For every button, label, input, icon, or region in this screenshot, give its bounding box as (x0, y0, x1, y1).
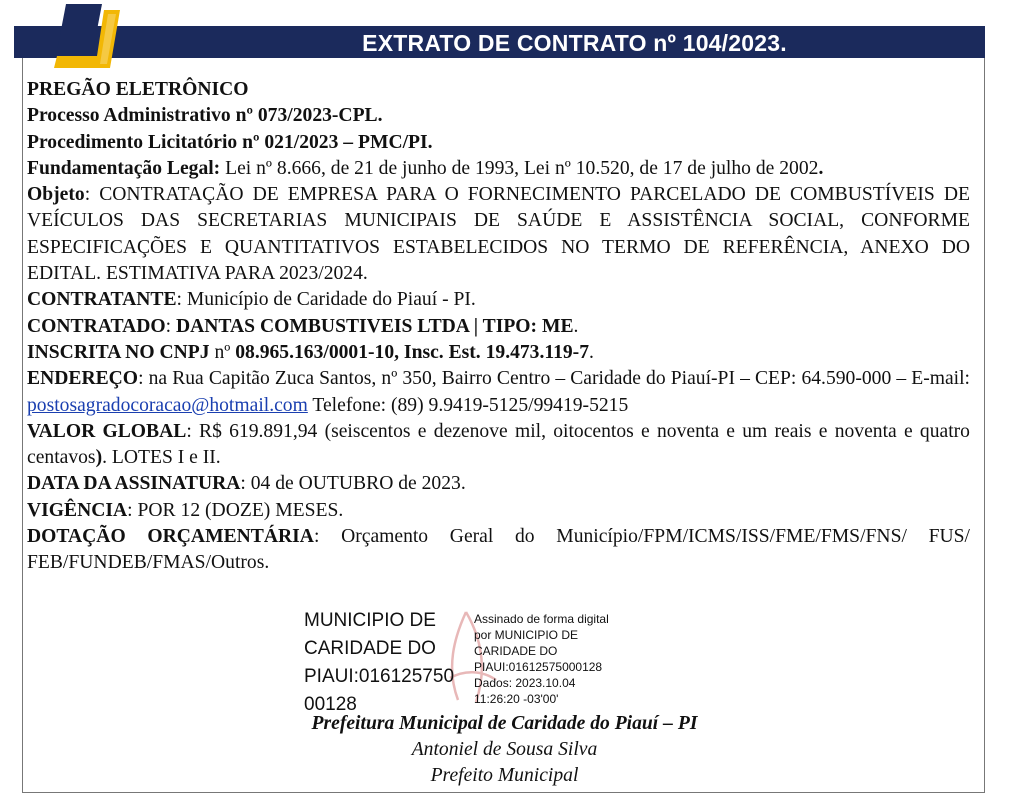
contratado-sep: : (165, 315, 176, 337)
endereco-label: ENDEREÇO (27, 368, 139, 390)
data-assinatura-text: : 04 de OUTUBRO de 2023. (240, 473, 466, 495)
contratado-name: DANTAS COMBUSTIVEIS LTDA | TIPO: ME (175, 315, 574, 337)
signature-name (304, 607, 474, 719)
contratante-label: CONTRATANTE (27, 289, 177, 311)
footer-person: Antoniel de Sousa Silva (411, 739, 598, 760)
signature-name-line: MUNICIPIO DE (304, 610, 436, 631)
header-bar (14, 26, 985, 58)
footer-organization: Prefeitura Municipal de Caridade do Piauí – PI (311, 713, 698, 734)
cnpj-end: . (589, 341, 594, 363)
processo-administrativo: Processo Administrativo nº 073/2023-CPL. (27, 105, 383, 127)
contratado-end: . (573, 315, 579, 337)
signature-name-line: 00128 (304, 694, 357, 715)
vigencia-text: : POR 12 (DOZE) MESES. (127, 499, 344, 521)
contratado-label: CONTRATADO (27, 315, 166, 337)
endereco (27, 366, 970, 419)
procedimento-licitatorio: Procedimento Licitatório nº 021/2023 – PMC/PI. (27, 131, 433, 153)
contract-body (27, 77, 970, 577)
signature-detail-line: 11:26:20 -03'00' (474, 692, 559, 706)
vigencia (27, 498, 970, 524)
objeto (27, 182, 970, 287)
valor-text: : R$ 619.891,94 (seiscentos e dezenove mil, oitocentos e noventa e um reais e noventa e quatro centavos (27, 420, 970, 469)
fundamentacao-label: Fundamentação Legal: (27, 157, 221, 179)
dotacao-text: : Orçamento Geral do Município/FPM/ICMS/ISS/FME/FMS/FNS/ FUS/ FEB/FUNDEB/FMAS/Outros. (27, 526, 970, 574)
fundamentacao-legal (27, 156, 970, 182)
valor-paren: ) (95, 447, 103, 469)
signature-detail-line: PIAUI:01612575000128 (474, 660, 603, 674)
contratante-text: : Município de Caridade do Piauí - PI. (176, 289, 476, 311)
data-assinatura-label: DATA DA ASSINATURA (27, 473, 241, 495)
data-assinatura (27, 471, 970, 497)
signature-detail-line: Assinado de forma digital (474, 612, 609, 626)
dotacao-orcamentaria (27, 524, 970, 577)
signature-details (474, 611, 649, 707)
signature-name-line: PIAUI:016125750 (304, 666, 455, 687)
signature-name-line: CARIDADE DO (304, 638, 436, 659)
valor-end: . LOTES I e II. (102, 447, 221, 469)
objeto-text: : CONTRATAÇÃO DE EMPRESA PARA O FORNECIMENTO PARCELADO DE COMBUSTÍVEIS DE VEÍCULOS DAS SECRETARIAS MUNICIPAIS DE SAÚDE E ASSISTÊNCIA SOCIAL, CONFORME ESPECIFICAÇÕES E QUANTITATIVOS ESTABELECIDOS NO TERMO DE REFERÊNCIA, ANEXO DO EDITAL. ESTIMATIVA PARA 2023/2024. (27, 184, 970, 285)
email-link[interactable]: postosagradocoracao@hotmail.com (27, 394, 308, 416)
cnpj (27, 340, 970, 366)
valor-label: VALOR GLOBAL (27, 420, 187, 442)
endereco-phone: Telefone: (89) 9.9419-5125/99419-5215 (307, 394, 629, 416)
cnpj-mid: nº (209, 341, 236, 363)
endereco-text: : na Rua Capitão Zuca Santos, nº 350, Bairro Centro – Caridade do Piauí-PI – CEP: 64.590-000 – E-mail: (138, 368, 970, 390)
signature-detail-line: Dados: 2023.10.04 (474, 676, 576, 690)
vigencia-label: VIGÊNCIA (27, 499, 128, 521)
cnpj-number: 08.965.163/0001-10, Insc. Est. 19.473.119-7 (235, 341, 590, 363)
dotacao-label: DOTAÇÃO ORÇAMENTÁRIA (27, 526, 314, 548)
cnpj-label: INSCRITA NO CNPJ (27, 341, 210, 363)
fundamentacao-text: Lei nº 8.666, de 21 de junho de 1993, Lei nº 10.520, de 17 de julho de 2002 (220, 157, 819, 179)
modalidade: PREGÃO ELETRÔNICO (27, 79, 249, 100)
municipal-logo-icon (52, 4, 124, 70)
signature-detail-line: por MUNICIPIO DE (474, 628, 579, 642)
contratado (27, 314, 970, 340)
objeto-label: Objeto (27, 184, 85, 206)
valor-global (27, 419, 970, 472)
fundamentacao-end: . (818, 157, 824, 179)
footer-role: Prefeito Municipal (430, 765, 579, 786)
signature-detail-line: CARIDADE DO (474, 644, 558, 658)
contratante (27, 287, 970, 313)
document-title: EXTRATO DE CONTRATO nº 104/2023. (362, 30, 787, 56)
